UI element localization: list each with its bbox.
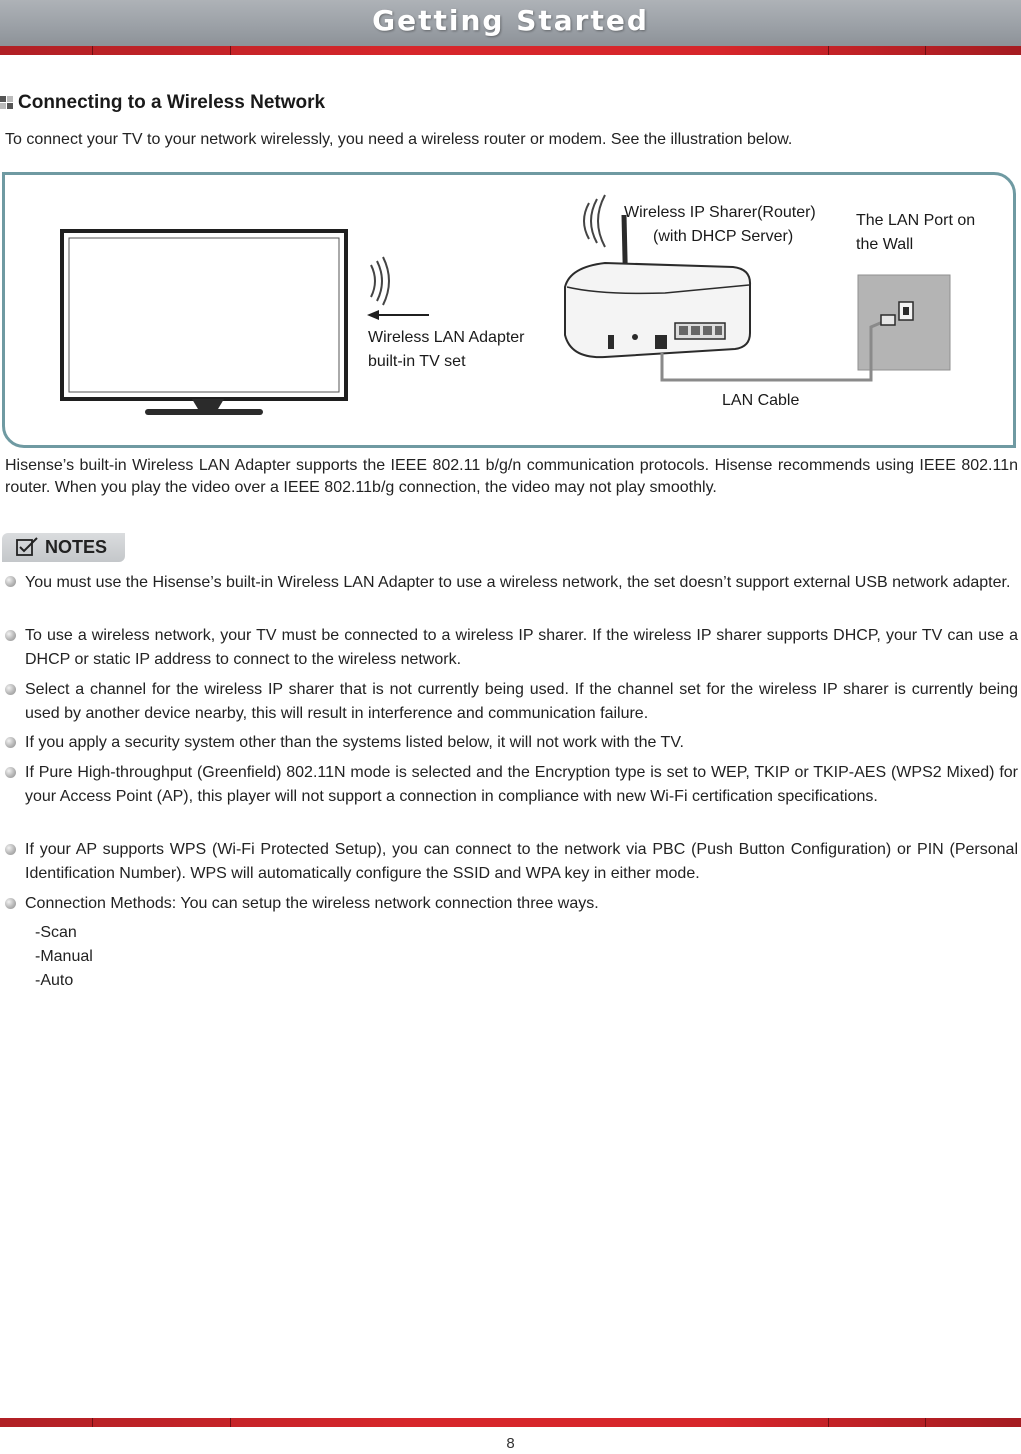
bullet-icon (5, 737, 16, 748)
page-number: 8 (506, 1435, 515, 1452)
router-label-line1: Wireless IP Sharer(Router) (624, 204, 816, 221)
method-scan: -Scan (35, 924, 77, 941)
lan-cable-label: LAN Cable (722, 392, 800, 409)
header-red-rule (0, 46, 1021, 55)
arrow-left-icon (367, 310, 429, 320)
wall-port-label-line1: The LAN Port on (856, 212, 976, 229)
bullet-icon (5, 844, 16, 855)
network-diagram (2, 172, 1016, 448)
router-label-line2: (with DHCP Server) (653, 228, 794, 245)
notes-label: NOTES (45, 537, 108, 557)
adapter-label-line2: built-in TV set (368, 353, 466, 370)
note-item: You must use the Hisense’s built-in Wireless LAN Adapter to use a wireless network, the set doesn’t support external USB network adapter. (25, 574, 1011, 591)
section-marker-icon (0, 96, 14, 110)
method-auto: -Auto (35, 972, 74, 989)
method-manual: -Manual (35, 948, 93, 965)
note-item: If your AP supports WPS (Wi-Fi Protected Setup), you can connect to the network via PBC (Push Button Configuration) or PIN (Personal Identification Number). WPS will automatically configure the SSID and WPA key in either mode. (25, 841, 1018, 882)
wifi-waves-icon (371, 257, 389, 305)
footer-red-rule (0, 1418, 1021, 1427)
page-header-title: Getting Started (372, 4, 649, 37)
router-wifi-waves-icon (584, 195, 605, 247)
note-item: If Pure High-throughput (Greenfield) 802.11N mode is selected and the Encryption type is set to WEP, TKIP or TKIP-AES (WPS2 Mixed) for your Access Point (AP), this player will not support a connection in compliance with new Wi-Fi certification specifications. (25, 764, 1018, 805)
bullet-icon (5, 576, 16, 587)
bullet-icon (5, 630, 16, 641)
bullet-icon (5, 898, 16, 909)
note-item: If you apply a security system other than the systems listed below, it will not work with the TV. (25, 734, 684, 751)
checkbox-pencil-icon (16, 537, 40, 557)
notes-badge (2, 533, 125, 562)
wall-port-label-line2: the Wall (856, 236, 914, 253)
section-intro: To connect your TV to your network wirelessly, you need a wireless router or modem. See the illustration below. (5, 131, 793, 148)
tv-icon (62, 231, 346, 415)
ieee-support-paragraph: Hisense’s built-in Wireless LAN Adapter supports the IEEE 802.11 b/g/n communication protocols. Hisense recommends using IEEE 802.11n router. When you play the video over a IEEE 802.11b/g connection, the video may not play smoothly. (5, 457, 1018, 496)
note-item: To use a wireless network, your TV must be connected to a wireless IP sharer. If the wireless IP sharer supports DHCP, your TV can use a DHCP or static IP address to connect to the wireless network. (25, 627, 1018, 668)
note-item: Connection Methods: You can setup the wireless network connection three ways. (25, 895, 599, 912)
section-heading: Connecting to a Wireless Network (18, 92, 326, 113)
bullet-icon (5, 767, 16, 778)
note-item: Select a channel for the wireless IP sharer that is not currently being used. If the channel set for the wireless IP sharer is currently being used by another device nearby, this will result in interference and communication failure. (25, 681, 1018, 722)
adapter-label-line1: Wireless LAN Adapter (368, 329, 525, 346)
bullet-icon (5, 684, 16, 695)
